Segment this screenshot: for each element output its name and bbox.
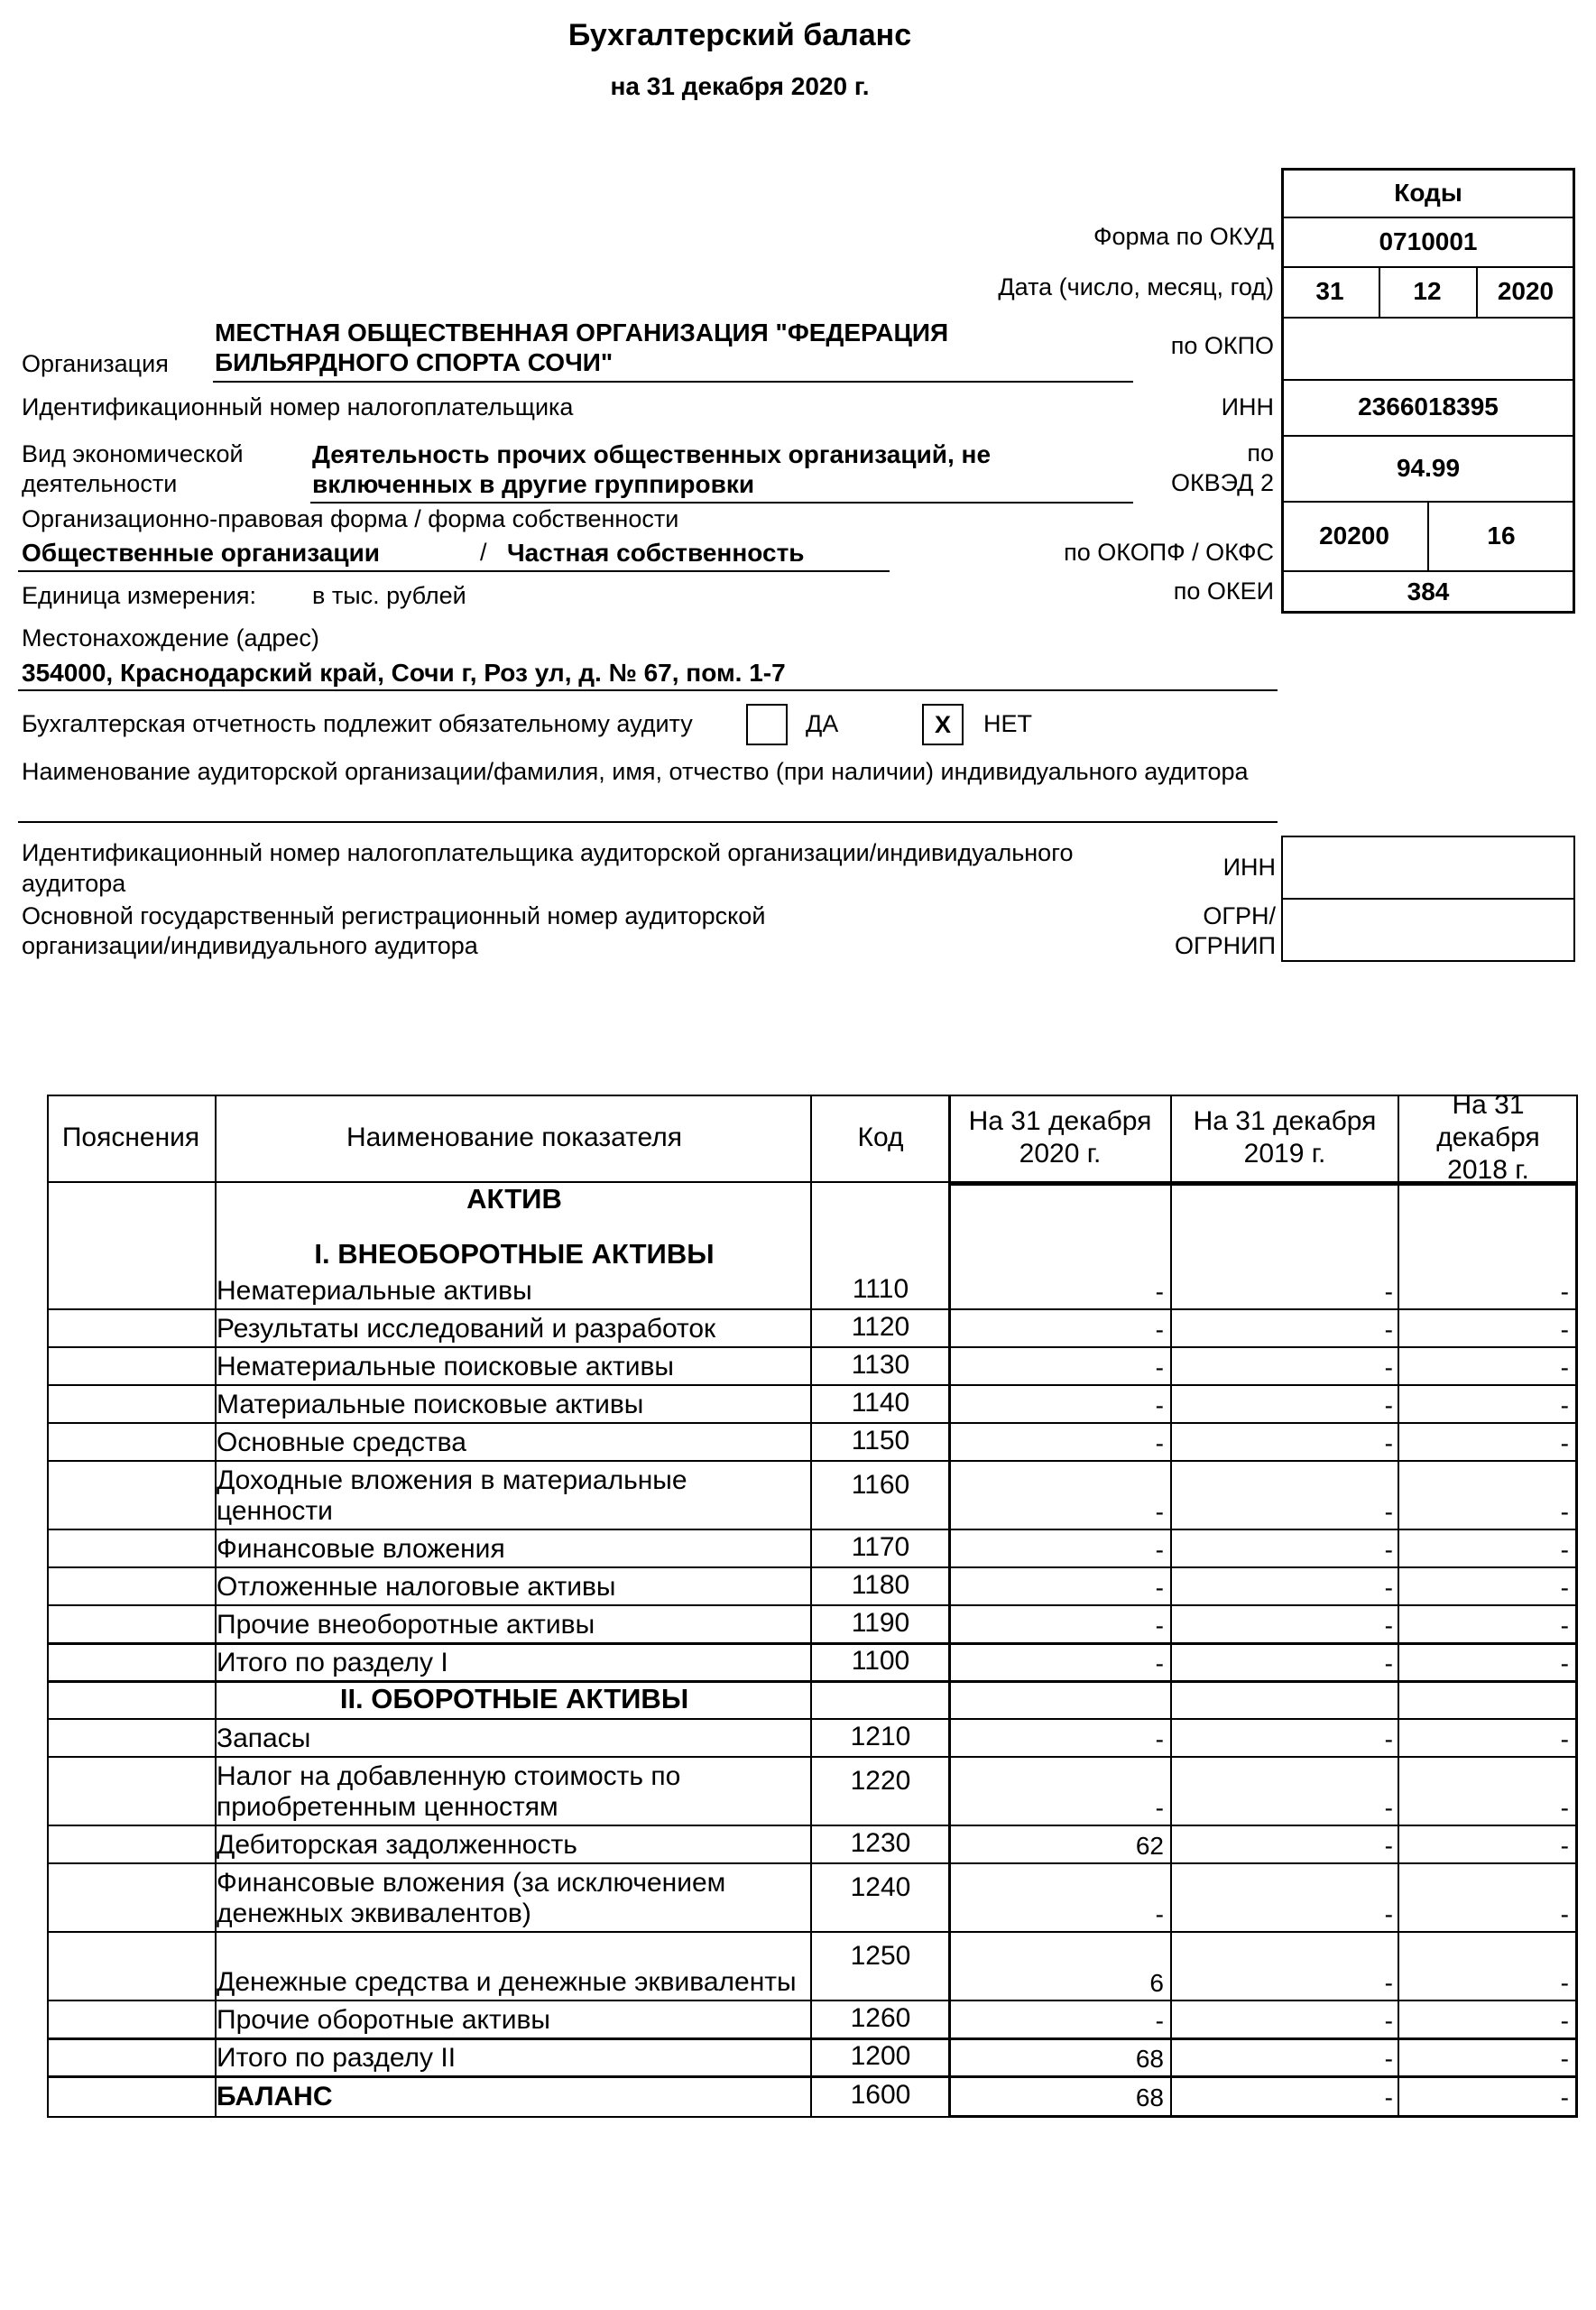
org-label: Организация — [22, 350, 169, 377]
row-name: Денежные средства и денежные эквиваленты — [217, 1967, 797, 1997]
table-row — [47, 1422, 1578, 1460]
auditor-ogrn-code-line2: ОГРНИП — [1175, 932, 1276, 959]
row-value-2018: - — [1560, 1649, 1569, 1677]
activity-line1: Деятельность прочих общественных организаций, не — [312, 440, 992, 468]
row-value-2020: 68 — [1135, 2084, 1164, 2111]
table-row — [47, 2075, 1578, 2114]
row-code: 1260 — [850, 2003, 911, 2033]
row-value-2018: - — [1560, 1794, 1569, 1822]
row-value-2018: - — [1560, 1725, 1569, 1753]
row-name: Финансовые вложения (за исключением денежных эквивалентов) — [217, 1868, 726, 1928]
col-header-name: Наименование показателя — [346, 1123, 682, 1152]
inn-code-label: ИНН — [1221, 393, 1274, 420]
row-value-2019: - — [1384, 1794, 1393, 1822]
report-date-subtitle: на 31 декабря 2020 г. — [610, 72, 870, 100]
row-value-2018: - — [1560, 1316, 1569, 1344]
row-value-2018: - — [1560, 1969, 1569, 1997]
table-row — [47, 1529, 1578, 1566]
row-value-2019: - — [1384, 1391, 1393, 1419]
row-value-2020: - — [1155, 1612, 1164, 1640]
col-header-2018: На 31 декабря 2018 г. — [1436, 1090, 1540, 1185]
row-separator — [47, 1384, 1578, 1386]
row-name: Запасы — [217, 1723, 311, 1753]
okved-label-line2: ОКВЭД 2 — [1170, 469, 1274, 496]
activity-line2: включенных в другие группировки — [312, 470, 755, 498]
legal-form-value: Общественные организации — [22, 539, 381, 567]
row-separator — [47, 2000, 1578, 2001]
audit-no-label: НЕТ — [983, 710, 1032, 737]
row-separator — [47, 1604, 1578, 1606]
row-name: Нематериальные активы — [217, 1276, 532, 1306]
row-value-2020: 68 — [1135, 2045, 1164, 2073]
row-value-2018: - — [1560, 1612, 1569, 1640]
table-row — [47, 2000, 1578, 2037]
auditor-ogrn-label-line2: организации/индивидуального аудитора — [22, 932, 478, 959]
row-value-2019: - — [1384, 1725, 1393, 1753]
row-value-2020: - — [1155, 1649, 1164, 1677]
row-value-2020: - — [1155, 1536, 1164, 1564]
table-row — [47, 1862, 1578, 1931]
row-value-2018: - — [1560, 1391, 1569, 1419]
table-row — [47, 1642, 1578, 1680]
row-value-2018: - — [1560, 1832, 1569, 1860]
row-separator — [47, 1308, 1578, 1310]
row-value-2018: - — [1560, 1536, 1569, 1564]
table-row — [47, 1384, 1578, 1422]
col-header-notes: Пояснения — [61, 1123, 200, 1152]
row-value-2019: - — [1384, 1316, 1393, 1344]
address-value: 354000, Краснодарский край, Сочи г, Роз ул, д. № 67, пом. 1-7 — [22, 659, 786, 687]
row-value-2019: - — [1384, 1900, 1393, 1928]
row-code: 1240 — [850, 1872, 911, 1902]
row-value-2019: - — [1384, 1574, 1393, 1602]
row-value-2019: - — [1384, 1969, 1393, 1997]
row-value-2018: - — [1560, 1278, 1569, 1306]
okpo-value — [1281, 317, 1575, 379]
row-value-2019: - — [1384, 2084, 1393, 2111]
row-value-2020: - — [1155, 1574, 1164, 1602]
table-row — [47, 2037, 1578, 2075]
row-separator — [47, 1566, 1578, 1568]
row-code: 1230 — [850, 1828, 911, 1858]
row-value-2019: - — [1384, 1354, 1393, 1381]
row-name: Финансовые вложения — [217, 1534, 505, 1564]
okud-value: 0710001 — [1379, 226, 1478, 255]
table-row — [47, 1931, 1578, 2000]
row-separator — [47, 1862, 1578, 1864]
row-value-2018: - — [1560, 1429, 1569, 1457]
row-value-2020: - — [1155, 2007, 1164, 2035]
table-row — [47, 1825, 1578, 1862]
row-value-2019: - — [1384, 2007, 1393, 2035]
row-name: Дебиторская задолженность — [217, 1830, 577, 1860]
taxpayer-id-label: Идентификационный номер налогоплательщика — [22, 393, 574, 420]
balance-table — [47, 1090, 1578, 2118]
row-separator — [47, 1718, 1578, 1720]
legal-form-slash: / — [480, 539, 487, 566]
row-separator — [47, 1460, 1578, 1462]
row-code: 1100 — [851, 1646, 910, 1676]
auditor-ogrn-code-line1: ОГРН/ — [1203, 902, 1276, 929]
row-separator — [47, 1825, 1578, 1826]
row-code: 1250 — [850, 1941, 911, 1971]
auditor-inn-code-label: ИНН — [1222, 854, 1276, 881]
org-name-line1: МЕСТНАЯ ОБЩЕСТВЕННАЯ ОРГАНИЗАЦИЯ "ФЕДЕРАЦИЯ — [215, 319, 949, 346]
auditor-ogrn-field[interactable] — [1281, 898, 1575, 962]
okved-value: 94.99 — [1396, 453, 1461, 482]
row-name: Результаты исследований и разработок — [217, 1314, 716, 1344]
col-header-2019: На 31 декабря 2019 г. — [1193, 1106, 1377, 1169]
row-value-2020: - — [1155, 1498, 1164, 1526]
col-header-code: Код — [857, 1123, 904, 1152]
row-code: 1150 — [851, 1426, 910, 1455]
address-label: Местонахождение (адрес) — [22, 624, 319, 651]
row-code: 1170 — [851, 1532, 910, 1562]
row-value-2019: - — [1384, 1498, 1393, 1526]
row-name: Прочие оборотные активы — [217, 2005, 550, 2035]
date-label: Дата (число, месяц, год) — [998, 273, 1274, 300]
okopf-okfs-label: по ОКОПФ / ОКФС — [1064, 539, 1274, 566]
row-code: 1130 — [851, 1350, 910, 1380]
row-value-2019: - — [1384, 1832, 1393, 1860]
row-separator — [47, 1346, 1578, 1348]
auditor-name-label: Наименование аудиторской организации/фамилия, имя, отчество (при наличии) индивидуального аудитора — [22, 758, 1249, 785]
row-code: 1160 — [851, 1470, 910, 1500]
row-name: Итого по разделу I — [217, 1648, 448, 1677]
row-value-2020: - — [1155, 1278, 1164, 1306]
table-row — [47, 1566, 1578, 1604]
table-row — [47, 1756, 1578, 1825]
okpo-label: по ОКПО — [1170, 332, 1274, 359]
table-row — [47, 1308, 1578, 1346]
row-value-2019: - — [1384, 1649, 1393, 1677]
row-code: 1140 — [851, 1388, 910, 1418]
row-value-2020: 6 — [1149, 1969, 1164, 1997]
row-code: 1110 — [852, 1274, 909, 1304]
row-value-2018: - — [1560, 1574, 1569, 1602]
date-day-value: 31 — [1315, 277, 1344, 305]
row-code: 1210 — [850, 1722, 911, 1751]
ownership-value: Частная собственность — [507, 539, 805, 567]
row-value-2020: - — [1155, 1391, 1164, 1419]
row-name: Материальные поисковые активы — [217, 1390, 644, 1419]
row-code: 1600 — [850, 2079, 911, 2110]
okei-value: 384 — [1407, 578, 1450, 605]
auditor-ogrn-label-line1: Основной государственный регистрационный номер аудиторской — [22, 902, 766, 929]
row-name: Итого по разделу II — [217, 2043, 457, 2073]
row-separator — [47, 1756, 1578, 1758]
row-name: БАЛАНС — [217, 2082, 333, 2111]
row-value-2020: - — [1155, 1725, 1164, 1753]
row-value-2020: - — [1155, 1900, 1164, 1928]
section-2-heading: II. ОБОРОТНЫЕ АКТИВЫ — [339, 1683, 689, 1714]
auditor-inn-label-line1: Идентификационный номер налогоплательщика аудиторской организации/индивидуального — [22, 839, 1074, 866]
unit-value: в тыс. рублей — [312, 582, 466, 609]
row-code: 1190 — [851, 1608, 910, 1638]
table-row — [47, 1270, 1578, 1308]
row-name: Налог на добавленную стоимость по приобретенным ценностям — [217, 1761, 681, 1822]
row-name: Основные средства — [217, 1428, 466, 1457]
auditor-inn-label-line2: аудитора — [22, 870, 126, 897]
page-title: Бухгалтерский баланс — [567, 18, 912, 52]
row-separator — [47, 1642, 1578, 1645]
okved-label-line1: по — [1247, 439, 1274, 467]
row-value-2020: - — [1155, 1316, 1164, 1344]
row-separator — [47, 1680, 1578, 1683]
audit-yes-checkbox[interactable] — [746, 704, 788, 745]
section-asset-heading: АКТИВ — [466, 1183, 562, 1215]
okfs-value: 16 — [1487, 521, 1516, 550]
date-month-value: 12 — [1413, 277, 1442, 305]
row-value-2019: - — [1384, 1536, 1393, 1564]
table-row — [47, 1346, 1578, 1384]
row-value-2020: 62 — [1135, 1832, 1164, 1860]
row-value-2019: - — [1384, 1278, 1393, 1306]
row-separator — [47, 2037, 1578, 2040]
activity-label-line1: Вид экономической — [22, 440, 244, 467]
okud-label: Форма по ОКУД — [1093, 223, 1274, 250]
row-value-2020: - — [1155, 1794, 1164, 1822]
org-name-line2: БИЛЬЯРДНОГО СПОРТА СОЧИ" — [215, 348, 613, 376]
codes-heading: Коды — [1394, 179, 1462, 207]
row-name: Прочие внеоборотные активы — [217, 1610, 595, 1640]
audit-required-label: Бухгалтерская отчетность подлежит обязательному аудиту — [22, 710, 693, 737]
auditor-inn-field[interactable] — [1281, 836, 1575, 900]
row-code: 1120 — [851, 1312, 910, 1342]
okei-label: по ОКЕИ — [1173, 578, 1274, 605]
row-name: Отложенные налоговые активы — [217, 1572, 616, 1602]
legal-form-label: Организационно-правовая форма / форма собственности — [22, 505, 679, 532]
section-1-heading: I. ВНЕОБОРОТНЫЕ АКТИВЫ — [314, 1238, 715, 1270]
unit-label: Единица измерения: — [22, 582, 257, 609]
audit-no-checkbox[interactable]: X — [922, 704, 964, 745]
row-value-2019: - — [1384, 1612, 1393, 1640]
row-name: Нематериальные поисковые активы — [217, 1352, 674, 1381]
row-code: 1200 — [850, 2041, 911, 2071]
row-value-2018: - — [1560, 2007, 1569, 2035]
row-name: Доходные вложения в материальные ценности — [217, 1465, 687, 1526]
row-separator — [47, 1422, 1578, 1424]
inn-value: 2366018395 — [1358, 393, 1499, 420]
table-row — [47, 1460, 1578, 1529]
row-separator — [47, 1529, 1578, 1530]
row-separator — [47, 2075, 1578, 2078]
audit-yes-label: ДА — [806, 710, 839, 737]
row-value-2018: - — [1560, 2084, 1569, 2111]
date-year-value: 2020 — [1497, 277, 1554, 305]
table-row — [47, 1718, 1578, 1756]
okopf-value: 20200 — [1319, 521, 1389, 550]
row-value-2019: - — [1384, 2045, 1393, 2073]
row-value-2018: - — [1560, 2045, 1569, 2073]
row-value-2018: - — [1560, 1900, 1569, 1928]
row-value-2020: - — [1155, 1429, 1164, 1457]
row-code: 1180 — [851, 1570, 910, 1600]
row-value-2018: - — [1560, 1498, 1569, 1526]
table-row — [47, 1604, 1578, 1642]
row-value-2020: - — [1155, 1354, 1164, 1381]
row-value-2018: - — [1560, 1354, 1569, 1381]
row-value-2019: - — [1384, 1429, 1393, 1457]
row-code: 1220 — [850, 1766, 911, 1796]
row-separator — [47, 1931, 1578, 1933]
activity-label-line2: деятельности — [22, 470, 178, 497]
col-header-2020: На 31 декабря 2020 г. — [968, 1106, 1152, 1169]
